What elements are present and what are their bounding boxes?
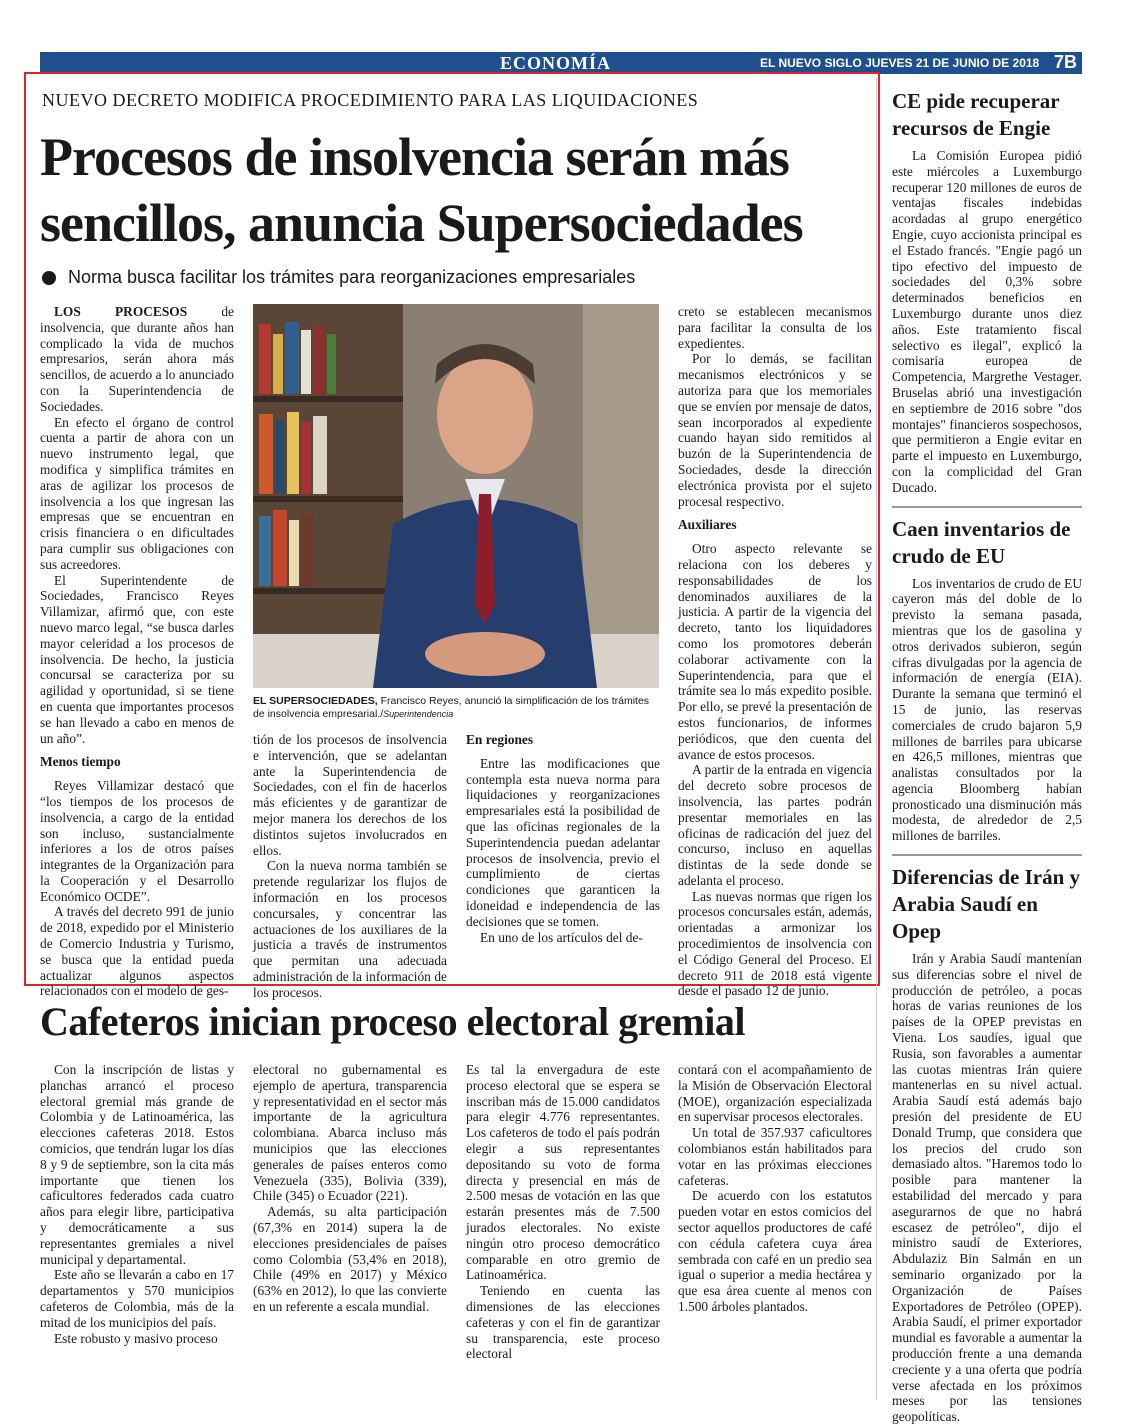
article-photo [253,304,659,688]
paragraph: Este robusto y masivo proceso [54,1330,218,1346]
divider-rule [892,506,1082,508]
bottom-column-3 [466,1062,660,1362]
paragraph: A través del decreto 991 de junio de 2018, expedido por el Ministerio de Comercio Industria y Turismo, se busca que la entidad pueda actualizar algunos aspectos relacionados con el modelo de ges- [40,904,234,999]
sidebar [892,88,1082,1425]
divider-rule [892,854,1082,856]
paragraph: Por lo demás, se facilitan mecanismos electrónicos y se autoriza para que los memoriales que se envíen por mensaje de datos, sean incorporados al expediente cuando hayan sido remitidos al buzón de la Superintendencia de Sociedades, desde la dirección electrónica provista por el sujeto procesal respectivo. [678,351,872,509]
paragraph: Teniendo en cuenta las dimensiones de las elecciones cafeteras y con el fin de garantizar su transparencia, este proceso electoral [466,1283,660,1362]
paragraph: tión de los procesos de insolvencia e intervención, que se adelantan ante la Superintendencia de Sociedades, con el fin de hacerlos más eficientes y de garantizar de mejor manera los derechos de los distintos sujetos involucrados en ellos. [253,732,447,858]
photo-caption [253,695,659,721]
paragraph: contará con el acompañamiento de la Misión de Observación Electoral (MOE), organización especializada en supervisar procesos electorales. [678,1062,872,1125]
paragraph: Un total de 357.937 caficultores colombianos están habilitados para votar en las próximas elecciones cafeteras. [678,1125,872,1188]
bullet-icon [42,271,56,285]
article-kicker: NUEVO DECRETO MODIFICA PROCEDIMIENTO PARA LAS LIQUIDACIONES [42,90,699,110]
section-subheading: En regiones [466,732,534,747]
article-column-4 [678,304,872,999]
paragraph: Con la nueva norma también se pretende regularizar los flujos de información en los procesos concursales, y concentrar las actuaciones de los auxiliares de la justicia a través de instrumentos que permitan una adecuada administración de la información de los procesos. [253,858,447,1000]
caption-text: Francisco Reyes, anunció la simplificación de los trámites de insolvencia empresarial./ [253,695,650,720]
paragraph: La Comisión Europea pidió este miércoles a Luxemburgo recuperar 120 millones de euros de ventajas fiscales indebidas acordadas al grupo energético Engie, cuyo accionista principal es el Estado francés. "Engie pagó un tipo efectivo del impuesto de sociedades del 0,3% sobre determinados beneficios en Luxemburgo durante unos diez años. Este tratamiento fiscal selectivo es ilegal", explicó la comisaria europea de Competencia, Margrethe Vestager. Bruselas abrió una investigación en septiembre de 2016 sobre "dos montajes" financieros sospechosos, que permitieron a Engie evitar en parte el impuesto en Luxemburgo, con la complicidad del Gran Ducado. [892,148,1082,495]
section-subheading: Auxiliares [678,517,737,533]
sidebar-headline: Caen inventarios de crudo de EU [892,516,1071,568]
column-divider [876,78,877,1400]
caption-lead: EL SUPERSOCIEDADES, [253,695,378,707]
paragraph: Otro aspecto relevante se relaciona con los deberes y responsabilidades de los denominados auxiliares de la justicia. A partir de la vigencia del decreto, tanto los liquidadores como los promotores deberán colaborar activamente con la Superintendencia, para que el trámite sea lo más expedito posible. Por ello, se prevé la presentación de estos funcionarios, de informes periódicos, que den cuenta del avance de estos procesos. [678,541,872,762]
paragraph: Los inventarios de crudo de EU cayeron más del doble de lo previsto la semana pasada, mientras que los de gasolina y otros derivados subieron, según cifras divulgadas por la agencia de información de energía (EIA). Durante la semana que terminó el 15 de junio, las reservas comerciales de crudo bajaron 5,9 millones de barriles para ubicarse en 426,5 millones, mientras que analistas consultados por la agencia Bloomberg habían pronosticado una disminución más modesta, de alrededor de 2,5 millones de barriles. [892,575,1082,844]
paragraph: Reyes Villamizar destacó que “los tiempos de los procesos de insolvencia, a cargo de la entidad son incluso, sustancialmente inferiores a los de otros países integrantes de la Organización para la Cooperación y el Desarrollo Económico OCDE”. [40,778,234,904]
article-column-3 [466,724,660,945]
paragraph: Irán y Arabia Saudí mantenían sus diferencias sobre el nivel de producción de petróleo, a pocas horas de varias reuniones de los países de la OPEP previstas en Viena. Los saudíes, igual que Rusia, son favorables a aumentar las cuotas mientras Irán quiere mantenerlas en su nivel actual. Arabia Saudí está además bajo presión del presidente de EU Donald Trump, que considera que los precios del crudo son demasiado altos. "Haremos todo lo posible para mantener la estabilidad del mercado y para asegurarnos de que no habrá escasez de petróleo", dijo el ministro saudí de Exteriores, Abdulaziz Bin Salmán en un seminario organizado por la Organización de Países Exportadores de Petróleo (OPEP). Arabia Saudí, el primer exportador mundial es favorable a aumentar la producción frente a una demanda creciente y a una oferta que podría verse afectada en los próximos meses por las tensiones geopolíticas. [892,951,1082,1425]
bottom-column-1 [40,1062,234,1346]
paragraph: De acuerdo con los estatutos pueden votar en estos comicios del sector aquellos productores de café con cédula cafetera cuya área sembrada con café en un predio sea igual o superior a media hectárea y que esa área cuente al menos con 1.500 árboles plantados. [678,1188,872,1314]
paragraph: El Superintendente de Sociedades, Francisco Reyes Villamizar, afirmó que, con este nuevo marco legal, “se busca darles mayor celeridad a los procesos de insolvencia. De hecho, la justicia concursal se caracteriza por su agilidad y oportunidad, si se tiene en cuenta que importantes procesos se han llevado a cabo en menos de un año”. [40,572,234,746]
article-column-1 [40,304,234,999]
sidebar-story [892,148,1082,496]
paragraph: Con la inscripción de listas y planchas arrancó el proceso electoral gremial más grande de Colombia y de Latinoamérica, las elecciones cafeteras 2018. Estos comicios, que tendrán lugar los días 8 y 9 de septiembre, son la cita más importante que tienen los caficultores federados cada cuatro años para elegir libre, participativa y democráticamente a sus representantes gremiales a nivel municipal y departamental. [40,1062,234,1267]
sidebar-headline: Diferencias de Irán y Arabia Saudí en Opep [892,865,1081,944]
paragraph: En efecto el órgano de control cuenta a partir de ahora con un nuevo instrumento legal, que modifica y simplifica trámites en aras de agilizar los procesos de insolvencia a los que ingresan las empresas que se encuentran en crisis financiera o en dificultades para cumplir sus obligaciones con sus acreedores. [40,414,234,572]
bottom-headline: Cafeteros inician proceso electoral gremial [40,999,745,1044]
paragraph: creto se establecen mecanismos para facilitar la consulta de los expedientes. [678,304,872,351]
photo-credit: Superintendencia [383,709,454,719]
paragraph: electoral no gubernamental es ejemplo de apertura, transparencia y representatividad en el sector más importante de la agricultura colombiana. Abarca incluso más municipios que las elecciones generales de países enteros como Venezuela (335), Bolivia (339), Chile (345) o Ecuador (221). [253,1062,447,1204]
paragraph: Las nuevas normas que rigen los procesos concursales están, además, orientadas a armonizar los procedimientos de insolvencia con el Código General del Proceso. El decreto 911 de 2018 está vigente desde el pasado 12 de junio. [678,888,872,999]
sidebar-headline: CE pide recuperar recursos de Engie [892,89,1060,140]
lead-in: LOS PROCESOS [54,304,188,319]
sidebar-story [892,951,1082,1425]
paragraph: A partir de la entrada en vigencia del decreto sobre procesos de insolvencia, las partes podrán presentar memoriales en las oficinas de radicación del juez del concurso, incluso en aquellas distintas de la sede donde se adelanta el proceso. [678,762,872,888]
page-number: 7B [1054,52,1078,72]
section-label: ECONOMÍA [500,53,611,73]
bottom-column-4 [678,1062,872,1315]
paragraph: Entre las modificaciones que contempla esta nueva norma para liquidaciones y reorganizaciones empresariales está la posibilidad de que las oficinas regionales de la Superintendencia puedan adelantar procesos de insolvencia, previo el cumplimiento de ciertas condiciones que garanticen la idoneidad e independencia de las decisiones que se tomen. [466,755,660,929]
article-column-2 [253,732,447,1001]
paragraph: Es tal la envergadura de este proceso electoral que se espera se inscriban más de 15.000 candidatos para elegir 4.776 representantes. Los cafeteros de todo el país podrán elegir a sus representantes depositando su voto de forma directa y presencial en más de 2.500 mesas de votación en las que estarán presentes más de 7.500 jurados electorales. No existe ningún otro proceso democrático comparable en otro gremio de Latinoamérica. [466,1062,660,1283]
paragraph: Además, su alta participación (67,3% en 2014) supera la de elecciones presidenciales de países como Colombia (53,4% en 2018), Chile (49% en 2017) y México (63% en 2012), lo que las convierte en un referente a escala mundial. [253,1204,447,1314]
masthead-date: EL NUEVO SIGLO JUEVES 21 DE JUNIO DE 2018 [760,56,1040,70]
paragraph: de insolvencia, que durante años han complicado la vida de muchos empresarios, serán ahora más sencillos, de acuerdo a lo anunciado con la Superintendencia de Sociedades. [40,304,234,414]
bottom-column-2 [253,1062,447,1315]
sidebar-story [892,576,1082,845]
article-subhead: Norma busca facilitar los trámites para reorganizaciones empresariales [68,267,636,287]
paragraph: En uno de los artículos del de- [480,929,643,945]
section-subheading: Menos tiempo [40,754,121,770]
paragraph: Este año se llevarán a cabo en 17 departamentos y 570 municipios cafeteros de Colombia, más de la mitad de los municipios del país. [40,1267,234,1330]
article-headline: Procesos de insolvencia serán más sencillos, anuncia Supersociedades [40,127,803,253]
